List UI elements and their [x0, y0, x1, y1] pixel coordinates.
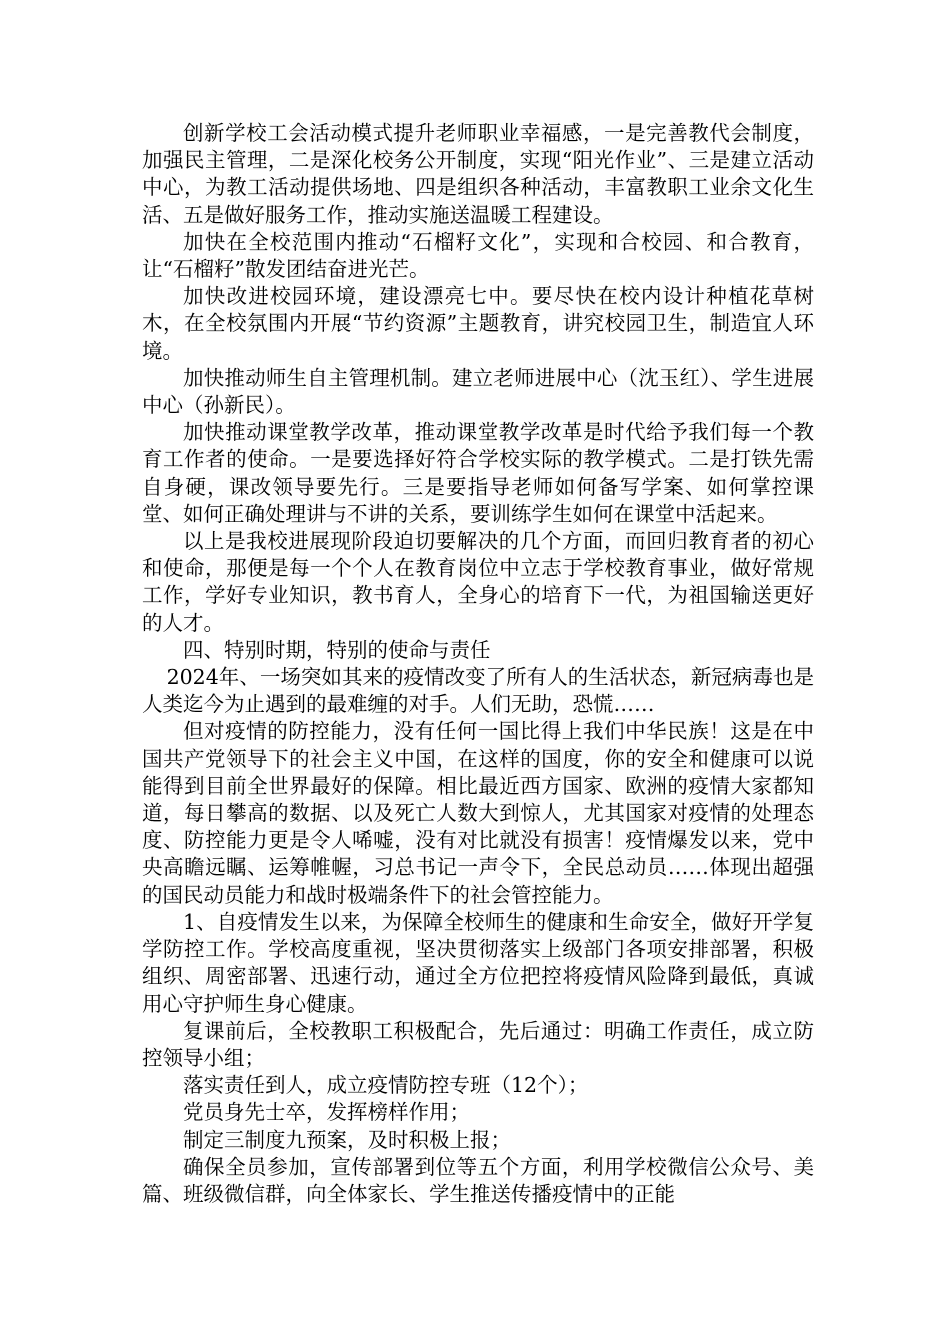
- paragraph-pomegranate-culture: 加快在全校范围内推动“石榴籽文化”，实现和合校园、和合教育，让“石榴籽”散发团结奋进光芒。: [142, 229, 814, 282]
- paragraph-summary: 以上是我校进展现阶段迫切要解决的几个方面，而回归教育者的初心和使命，那便是每一个个人在教育岗位中立志于学校教育事业，做好常规工作，学好专业知识，教书育人，全身心的培育下一代，为祖国输送更好的人才。: [142, 529, 814, 635]
- paragraph-school-response: 1、自疫情发生以来，为保障全校师生的健康和生命安全，做好开学复学防控工作。学校高度重视，坚决贯彻落实上级部门各项安排部署，积极组织、周密部署、迅速行动，通过全方位把控将疫情风险降到最低，真诚用心守护师生身心健康。: [142, 909, 814, 1016]
- list-item-regulations: 制定三制度九预案，及时积极上报；: [183, 1127, 511, 1152]
- paragraph-classroom-reform: 加快推动课堂教学改革，推动课堂教学改革是时代给予我们每一个教育工作者的使命。一是要选择好符合学校实际的教学模式。二是打铁先需自身硬，课改领导要先行。三是要指导老师如何备写学案、如何掌控课堂、如何正确处理讲与不讲的关系，要训练学生如何在课堂中活起来。: [142, 420, 814, 526]
- paragraph-epidemic-intro: 2024年、一场突如其来的疫情改变了所有人的生活状态，新冠病毒也是人类迄今为止遇到的最难缠的对手。人们无助，恐慌……: [142, 665, 814, 717]
- document-page: [142, 120, 814, 1208]
- paragraph-resumption-measures: 复课前后，全校教职工积极配合，先后通过：明确工作责任，成立防控领导小组；: [142, 1018, 814, 1070]
- section-heading-special-period: 四、特别时期，特别的使命与责任: [183, 637, 491, 662]
- paragraph-campus-environment: 加快改进校园环境，建设漂亮七中。要尽快在校内设计种植花草树木，在全校氛围内开展“节约资源”主题教育，讲究校园卫生，制造宜人环境。: [142, 284, 814, 363]
- paragraph-union-activities: 创新学校工会活动模式提升老师职业幸福感，一是完善教代会制度，加强民主管理，二是深化校务公开制度，实现“阳光作业”、三是建立活动中心，为教工活动提供场地、四是组织各种活动，丰富教职工业余文化生活、五是做好服务工作，推动实施送温暖工程建设。: [142, 121, 814, 227]
- list-item-responsibility: 落实责任到人，成立疫情防控专班（12个）；: [183, 1073, 589, 1098]
- paragraph-publicity: 确保全员参加，宣传部署到位等五个方面，利用学校微信公众号、美篇、班级微信群，向全体家长、学生推送传播疫情中的正能: [142, 1154, 814, 1206]
- paragraph-epidemic-control: 但对疫情的防控能力，没有任何一国比得上我们中华民族！这是在中国共产党领导下的社会主义中国，在这样的国度，你的安全和健康可以说能得到目前全世界最好的保障。相比最近西方国家、欧洲的疫情大家都知道，每日攀高的数据、以及死亡人数大到惊人，尤其国家对疫情的处理态度、防控能力更是令人唏嘘，没有对比就没有损害！疫情爆发以来，党中央高瞻远瞩、运筹帷幄，习总书记一声令下，全民总动员……体现出超强的国民动员能力和战时极端条件下的社会管控能力。: [142, 719, 814, 907]
- list-item-party-members: 党员身先士卒，发挥榜样作用；: [183, 1100, 470, 1125]
- paragraph-self-management: 加快推动师生自主管理机制。建立老师进展中心（沈玉红）、学生进展中心（孙新民）。: [142, 365, 814, 418]
